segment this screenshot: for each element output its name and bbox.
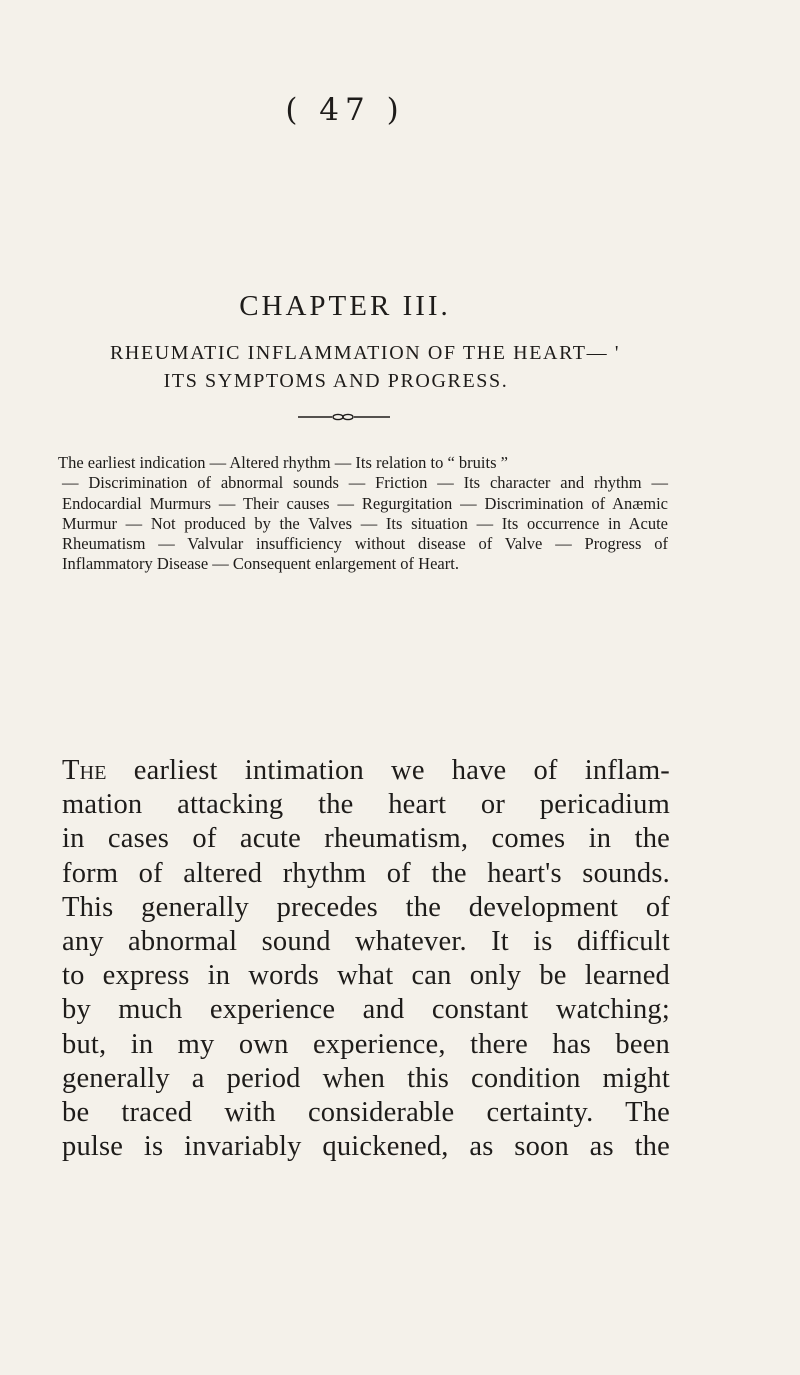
body-line: by much experience and constant watching;: [62, 994, 670, 1026]
body-line: [62, 754, 670, 788]
body-line-text: earliest intimation we have of inflam-: [133, 755, 671, 786]
chapter-subtitle-line-1: RHEUMATIC INFLAMMATION OF THE HEART— ': [109, 342, 621, 364]
ornament-divider-icon: [298, 413, 390, 421]
body-line: to express in words what can only be learned: [62, 960, 670, 992]
chapter-title: CHAPTER III.: [239, 290, 451, 322]
body-line: be traced with considerable certainty. The: [62, 1097, 670, 1129]
body-line: pulse is invariably quickened, as soon as the: [62, 1131, 670, 1163]
opening-word: The: [62, 755, 107, 786]
chapter-subtitle-line-2: ITS SYMPTOMS AND PROGRESS.: [163, 370, 509, 392]
body-line: mation attacking the heart or pericadium: [62, 789, 670, 821]
body-line: This generally precedes the development of: [62, 891, 670, 923]
synopsis-first-line: The earliest indication — Altered rhythm — Its relation to “ bruits ”: [58, 453, 508, 472]
body-paragraph: [62, 754, 670, 1164]
body-line: but, in my own experience, there has been: [62, 1028, 670, 1060]
page-number: ( 47 ): [285, 92, 405, 128]
chapter-synopsis: [58, 453, 668, 575]
synopsis-continuation: — Discrimination of abnormal sounds — Friction — Its character and rhythm — Endocardial Murmurs — Their causes — Regurgitation — Discrimination of Anæmic Murmur — Not produced by the Valves — Its situation — Its occurrence in Acute Rheumatism — Valvular insufficiency without disease of Valve — Progress of Inflammatory Disease — Consequent enlargement of Heart.: [62, 473, 668, 574]
body-line: form of altered rhythm of the heart's sounds.: [62, 857, 670, 889]
body-line: any abnormal sound whatever. It is difficult: [62, 926, 670, 958]
body-line: generally a period when this condition might: [62, 1062, 670, 1094]
body-line: in cases of acute rheumatism, comes in the: [62, 823, 670, 855]
